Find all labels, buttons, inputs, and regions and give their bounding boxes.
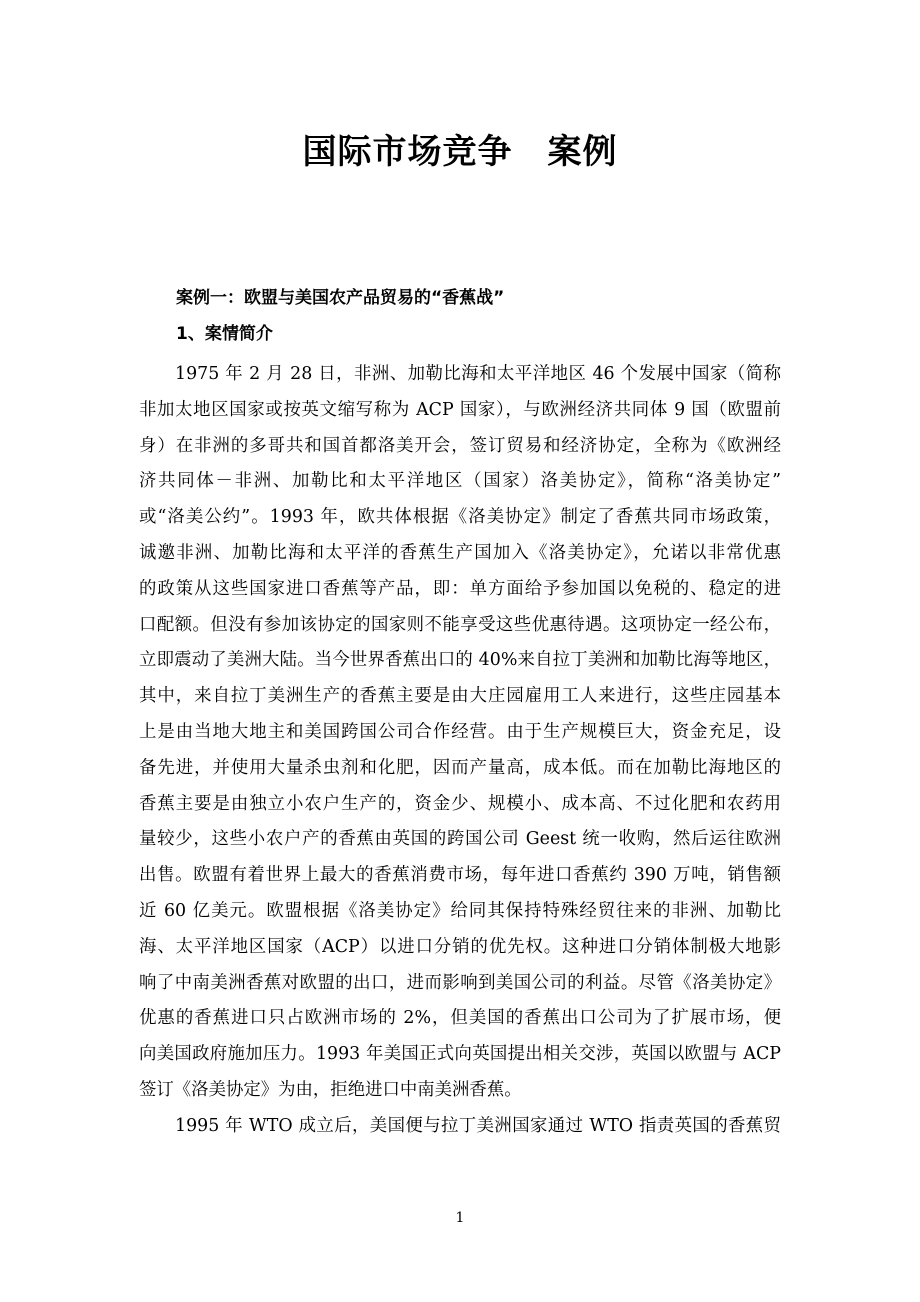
page-number: 1 — [455, 1210, 465, 1226]
text-line: 签订《洛美协定》为由，拒绝进口中南美洲香蕉。 — [139, 1079, 522, 1100]
text-line: 备先进，并使用大量杀虫剂和化肥，因而产量高，成本低。而在加勒比海地区的 — [139, 757, 781, 778]
text-line: 口配额。但没有参加该协定的国家则不能享受这些优惠待遇。这项协定一经公布， — [139, 614, 781, 635]
text-line: 诚邀非洲、加勒比海和太平洋的香蕉生产国加入《洛美协定》，允诺以非常优惠 — [139, 542, 781, 563]
text-line: 身）在非洲的多哥共和国首都洛美开会，签订贸易和经济协定，全称为《欧洲经 — [139, 435, 781, 456]
paragraph-case-summary — [139, 357, 781, 1109]
section-heading: 1、案情简介 — [176, 324, 273, 344]
text-line: 出售。欧盟有着世界上最大的香蕉消费市场，每年进口香蕉约 390 万吨，销售额 — [139, 865, 781, 886]
text-line: 济共同体－非洲、加勒比和太平洋地区（国家）洛美协定》，简称“洛美协定” — [139, 471, 781, 492]
text-line: 立即震动了美洲大陆。当今世界香蕉出口的 40%来自拉丁美洲和加勒比海等地区， — [139, 650, 781, 671]
text-line: 优惠的香蕉进口只占欧洲市场的 2%，但美国的香蕉出口公司为了扩展市场，便 — [139, 1008, 781, 1029]
paragraph-wto — [139, 1109, 781, 1145]
text-line: 量较少，这些小农户产的香蕉由英国的跨国公司 Geest 统一收购，然后运往欧洲 — [139, 829, 781, 850]
text-line: 或“洛美公约”。1993 年，欧共体根据《洛美协定》制定了香蕉共同市场政策， — [139, 507, 781, 528]
text-line: 1975 年 2 月 28 日，非洲、加勒比海和太平洋地区 46 个发展中国家（简称 — [175, 364, 781, 384]
text-line: 上是由当地大地主和美国跨国公司合作经营。由于生产规模巨大，资金充足，设 — [139, 721, 781, 742]
text-line: 向美国政府施加压力。1993 年美国正式向英国提出相关交涉，英国以欧盟与 ACP — [139, 1044, 781, 1065]
text-line: 近 60 亿美元。欧盟根据《洛美协定》给同其保持特殊经贸往来的非洲、加勒比 — [139, 900, 781, 921]
case-heading: 案例一：欧盟与美国农产品贸易的“香蕉战” — [176, 288, 505, 308]
text-line: 1995 年 WTO 成立后，美国便与拉丁美洲国家通过 WTO 指责英国的香蕉贸 — [175, 1115, 781, 1136]
text-line: 响了中南美洲香蕉对欧盟的出口，进而影响到美国公司的利益。尽管《洛美协定》 — [139, 972, 781, 993]
document-title: 国际市场竞争 案例 — [302, 132, 618, 172]
document-body — [139, 357, 781, 1145]
text-line: 的政策从这些国家进口香蕉等产品，即：单方面给予参加国以免税的、稳定的进 — [139, 578, 781, 599]
text-line: 海、太平洋地区国家（ACP）以进口分销的优先权。这种进口分销体制极大地影 — [139, 936, 781, 957]
text-line: 香蕉主要是由独立小农户生产的，资金少、规模小、成本高、不过化肥和农药用 — [139, 793, 781, 814]
text-line: 非加太地区国家或按英文缩写称为 ACP 国家），与欧洲经济共同体 9 国（欧盟前 — [139, 399, 781, 420]
text-line: 其中，来自拉丁美洲生产的香蕉主要是由大庄园雇用工人来进行，这些庄园基本 — [139, 686, 781, 707]
